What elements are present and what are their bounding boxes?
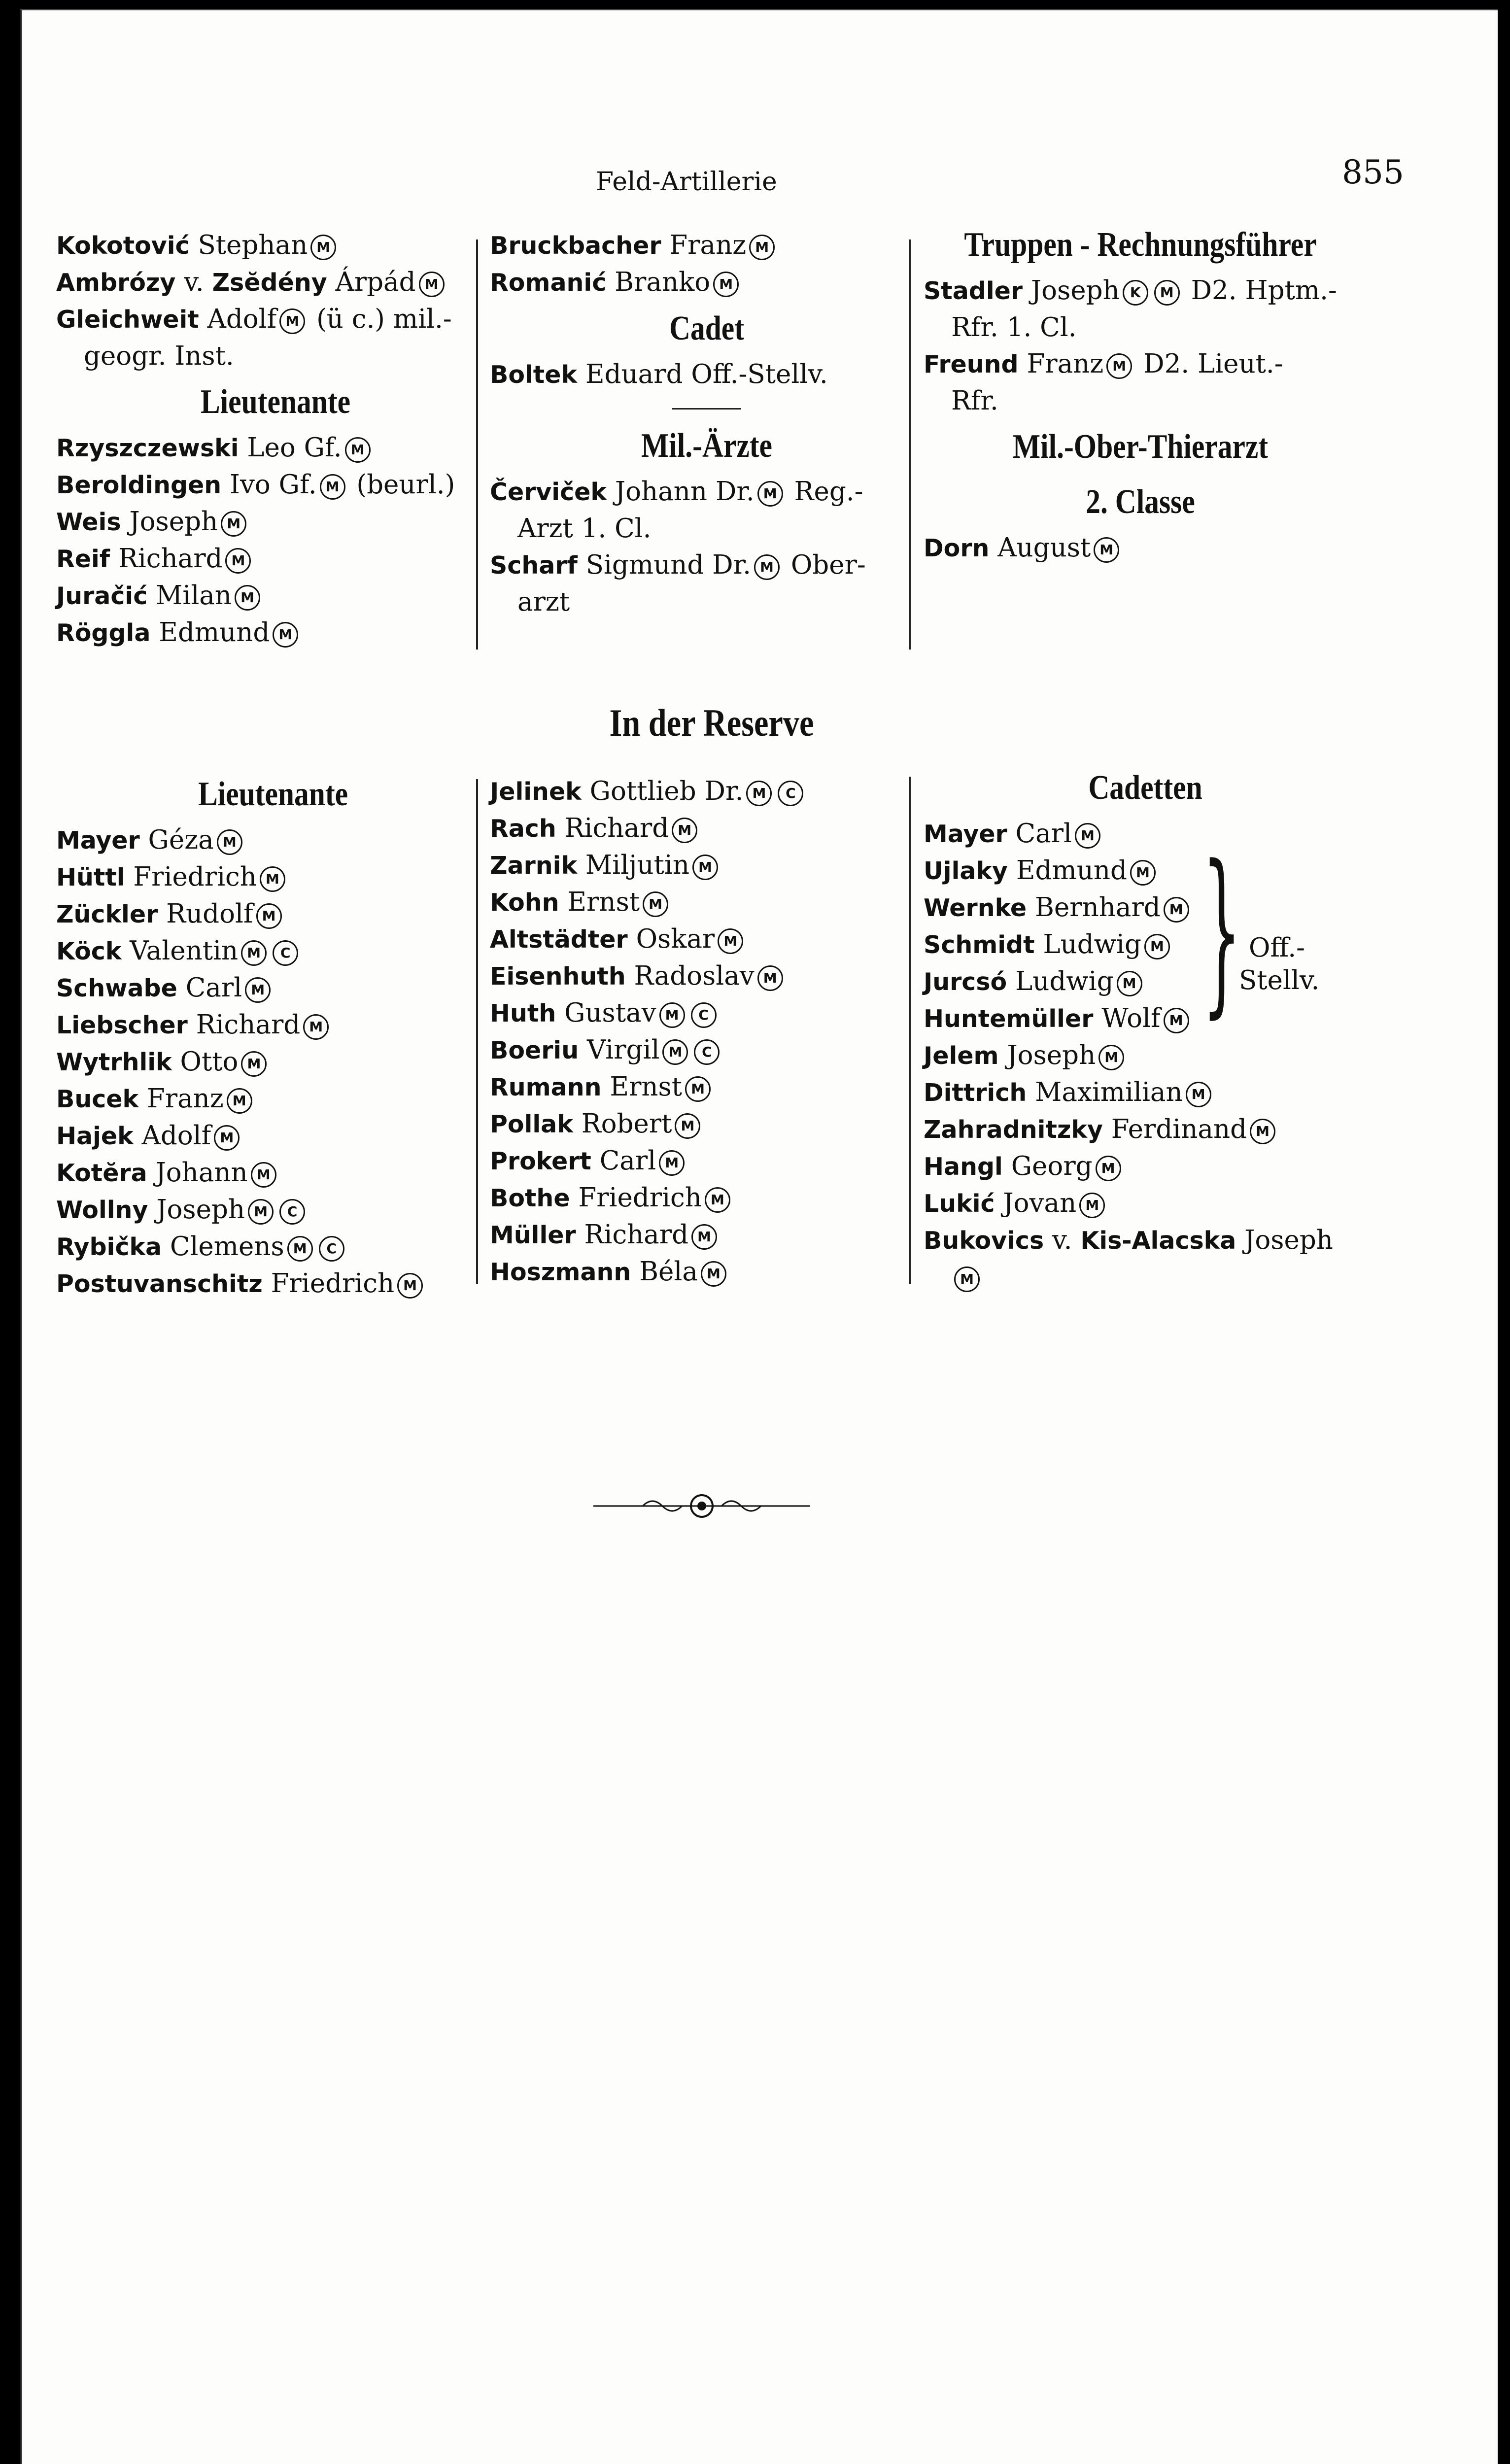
curly-brace: } <box>1202 827 1242 1034</box>
list-item <box>56 1007 490 1044</box>
decoration-mark-icon: M <box>287 1236 313 1262</box>
given-name: August <box>997 533 1091 563</box>
surname: Červiček <box>490 478 607 506</box>
brace-label <box>1239 932 1319 997</box>
given-name: Eduard Off.-Stellv. <box>585 359 828 389</box>
reserve-column-3 <box>924 760 1367 1296</box>
given-name: Ernst <box>610 1072 683 1102</box>
given-name: Jovan <box>1003 1188 1077 1218</box>
given-name: Bernhard <box>1034 892 1161 923</box>
list-item <box>490 1106 924 1143</box>
surname: Schmidt <box>924 931 1035 959</box>
decoration-mark-icon: M <box>273 622 298 648</box>
surname: Romanić <box>490 269 607 297</box>
surname: Rybička <box>56 1233 162 1261</box>
decoration-mark-icon: M <box>251 1162 276 1188</box>
given-name: Ivo Gf. <box>230 470 317 500</box>
given-name: Richard <box>564 813 669 843</box>
annotation: Ober- <box>790 550 866 580</box>
decoration-mark-icon: M <box>659 1002 685 1028</box>
surname: Rzyszczewski <box>56 434 239 462</box>
list-item <box>56 504 495 541</box>
list-item <box>924 1074 1367 1111</box>
given-name: Carl <box>185 973 242 1003</box>
list-item <box>56 859 490 896</box>
annotation: D2. Lieut.- <box>1143 349 1283 379</box>
section-heading: Cadet <box>669 309 745 347</box>
given-name: Clemens <box>170 1232 284 1262</box>
surname: Jurcsó <box>924 968 1007 996</box>
decoration-mark-icon: M <box>1164 897 1189 923</box>
surname: Mayer <box>56 826 140 855</box>
given-name: Friedrich <box>271 1268 395 1299</box>
decoration-mark-icon: M <box>345 437 371 463</box>
surname: Eisenhuth <box>490 962 626 991</box>
list-item <box>924 853 1367 890</box>
decoration-mark-icon: K <box>1123 280 1148 306</box>
decoration-mark-icon: M <box>248 1199 274 1225</box>
given-name: Edmund <box>159 617 270 648</box>
annotation: Reg.- <box>794 477 863 507</box>
decoration-mark-icon: M <box>1144 934 1170 959</box>
decoration-mark-icon: M <box>1106 353 1132 379</box>
section-heading: Mil.-Ober-Thierarzt <box>1012 428 1269 466</box>
list-item <box>56 1229 490 1266</box>
section-rule <box>672 408 741 410</box>
list-item <box>924 309 1357 346</box>
given-name: Richard <box>118 544 223 574</box>
list-item <box>924 346 1357 383</box>
given-name: v. <box>184 267 204 297</box>
given-name: Richard <box>196 1010 301 1040</box>
decoration-mark-icon: M <box>662 1039 688 1065</box>
list-item <box>56 1044 490 1081</box>
surname: Liebscher <box>56 1011 188 1039</box>
given-name: Virgil <box>586 1035 660 1065</box>
continuation-text: Rfr. <box>951 386 998 416</box>
decoration-mark-icon: M <box>245 977 271 1003</box>
section-heading: Lieutenante <box>198 775 348 813</box>
decoration-mark-icon: M <box>1094 537 1119 563</box>
surname: Hüttl <box>56 863 125 891</box>
list-item <box>924 273 1357 309</box>
list-item <box>56 933 490 970</box>
surname: Rach <box>490 815 556 843</box>
list-item <box>56 541 495 578</box>
surname: Stadler <box>924 277 1023 305</box>
given-name: Friedrich <box>133 862 257 892</box>
reserve-column-2 <box>490 773 924 1291</box>
decoration-mark-icon: M <box>221 511 246 537</box>
surname: Wollny <box>56 1196 148 1224</box>
list-item <box>490 1180 924 1217</box>
given-name: Carl <box>1015 819 1072 849</box>
surname: Scharf <box>490 551 578 580</box>
given-name: Gottlieb Dr. <box>589 776 744 806</box>
surname: Müller <box>490 1221 576 1249</box>
decoration-mark-icon: M <box>659 1150 685 1176</box>
given-name: Stephan <box>198 230 308 260</box>
given-name: Adolf <box>207 304 277 334</box>
given-name: Franz <box>146 1084 224 1114</box>
list-item <box>924 816 1367 853</box>
decoration-mark-icon: M <box>954 1266 980 1292</box>
surname: Kotĕra <box>56 1159 147 1187</box>
surname: Dorn <box>924 534 990 562</box>
surname: Juračić <box>56 582 148 610</box>
surname: Köck <box>56 937 122 965</box>
given-name: Wolf <box>1101 1003 1161 1033</box>
surname: Zahradnitzky <box>924 1116 1103 1144</box>
surname: Ujlaky <box>924 857 1008 885</box>
decoration-mark-icon: M <box>691 1224 717 1250</box>
list-item <box>490 847 924 884</box>
decoration-mark-icon: M <box>675 1113 700 1139</box>
surname: Wytrhlik <box>56 1048 172 1076</box>
reserve-column-1 <box>56 767 490 1302</box>
brace-label-line-1: Off.- <box>1249 933 1305 963</box>
given-name: Gustav <box>564 998 656 1028</box>
brace-label-line-2: Stellv. <box>1239 965 1320 995</box>
surname: Bothe <box>490 1184 570 1212</box>
list-item <box>56 896 490 933</box>
list-item <box>924 383 1357 419</box>
decoration-mark-icon: C <box>273 940 298 966</box>
surname: Huntemüller <box>924 1005 1094 1033</box>
given-name: Oskar <box>636 924 715 954</box>
given-name: Joseph <box>1007 1040 1096 1070</box>
list-item <box>490 995 924 1032</box>
given-name: Otto <box>180 1047 239 1077</box>
section-heading: Truppen - Rechnungsführer <box>964 226 1317 264</box>
surname: Jelinek <box>490 778 582 806</box>
list-item <box>490 584 924 620</box>
list-item <box>56 822 490 859</box>
surname: Kohn <box>490 889 559 917</box>
decoration-mark-icon: M <box>643 891 668 917</box>
annotation: (beurl.) <box>356 470 455 500</box>
list-item <box>56 430 495 467</box>
page <box>20 9 1498 2464</box>
given-name-part: Joseph <box>1244 1225 1333 1255</box>
decoration-mark-icon: M <box>1117 971 1142 996</box>
decoration-mark-icon: M <box>1130 860 1156 886</box>
given-name: Richard <box>584 1220 689 1250</box>
surname: Lukić <box>924 1190 995 1218</box>
list-item <box>490 1254 924 1291</box>
decoration-mark-icon: M <box>227 1088 252 1114</box>
decoration-mark-icon: M <box>672 818 697 843</box>
given-name: Ernst <box>567 887 640 917</box>
list-item <box>924 1000 1367 1037</box>
decoration-mark-icon: M <box>705 1187 730 1213</box>
surname: Bruckbacher <box>490 232 661 260</box>
given-name: Leo Gf. <box>247 433 342 463</box>
surname: Beroldingen <box>56 471 222 499</box>
decoration-mark-icon: M <box>217 829 242 855</box>
surname: Hoszmann <box>490 1258 631 1286</box>
given-name: Joseph <box>129 507 218 537</box>
surname: Zarnik <box>490 852 578 880</box>
surname: Freund <box>924 350 1019 378</box>
surname: Dittrich <box>924 1079 1027 1107</box>
decoration-mark-icon: C <box>694 1039 720 1065</box>
decoration-mark-icon: M <box>214 1125 240 1151</box>
top-column-2 <box>490 227 924 620</box>
decoration-mark-icon: M <box>260 866 285 892</box>
reserve-title: In der Reserve <box>609 701 814 744</box>
decoration-mark-icon: M <box>718 928 743 954</box>
surname: Gleichweit <box>56 306 199 334</box>
decoration-mark-icon: M <box>1186 1082 1211 1107</box>
section-heading: Mil.-Ärzte <box>641 427 772 465</box>
continuation-text: Arzt 1. Cl. <box>517 513 652 544</box>
decoration-mark-icon: M <box>746 781 772 806</box>
decoration-mark-icon: M <box>1075 823 1100 849</box>
column-rule <box>909 777 911 1284</box>
section-heading: 2. Classe <box>1086 483 1195 521</box>
given-name: Franz <box>669 230 747 260</box>
decoration-mark-icon: C <box>279 1199 305 1225</box>
decoration-mark-icon: M <box>320 474 345 500</box>
given-name: Carl <box>599 1146 656 1176</box>
list-item <box>490 810 924 847</box>
list-item <box>924 1222 1367 1259</box>
given-name: Valentin <box>130 936 239 966</box>
decoration-mark-icon: M <box>1164 1008 1189 1033</box>
decoration-mark-icon: M <box>1250 1119 1275 1144</box>
ornament-divider-icon <box>593 1489 810 1523</box>
running-header: Feld-Artillerie <box>596 167 777 197</box>
top-column-3 <box>924 217 1357 567</box>
decoration-mark-icon: M <box>235 585 260 611</box>
list-item <box>490 227 924 264</box>
surname: Hangl <box>924 1153 1003 1181</box>
surname: Mayer <box>924 820 1007 848</box>
given-name-part: Árpád <box>335 267 416 297</box>
list-item <box>490 511 924 547</box>
decoration-mark-icon: M <box>279 308 305 334</box>
decoration-mark-icon: M <box>397 1273 423 1299</box>
list-item <box>56 970 490 1007</box>
given-name: Ferdinand <box>1111 1114 1247 1144</box>
page-number: 855 <box>1342 153 1404 191</box>
list-item <box>490 1069 924 1106</box>
list-item <box>56 1081 490 1118</box>
given-name: Edmund <box>1016 856 1127 886</box>
surname: Wernke <box>924 894 1027 922</box>
list-item <box>56 1118 490 1155</box>
section-heading: Cadetten <box>1088 769 1202 807</box>
surname: Altstädter <box>490 925 628 954</box>
surname: Boltek <box>490 361 578 389</box>
given-name: Ludwig <box>1015 966 1114 996</box>
decoration-mark-icon: M <box>1079 1193 1105 1218</box>
surname-part: Zsĕdény <box>212 269 327 297</box>
list-item <box>490 264 924 301</box>
list-item <box>56 227 495 264</box>
annotation: D2. Hptm.- <box>1191 275 1337 306</box>
continuation-text: Rfr. 1. Cl. <box>951 312 1077 342</box>
continuation-text: geogr. Inst. <box>84 341 234 371</box>
list-item <box>924 1037 1367 1074</box>
given-name: Georg <box>1011 1151 1093 1181</box>
list-item <box>490 356 924 393</box>
decoration-mark-icon: C <box>691 1002 717 1028</box>
surname: Boeriu <box>490 1036 579 1064</box>
list-item <box>490 1032 924 1069</box>
given-name: Joseph <box>156 1195 245 1225</box>
surname: Rumann <box>490 1073 602 1101</box>
decoration-mark-icon: M <box>419 272 445 297</box>
given-name: Milan <box>156 581 232 611</box>
given-name: Adolf <box>141 1121 211 1151</box>
list-item <box>490 921 924 958</box>
decoration-mark-icon: M <box>256 903 282 929</box>
given-name: v. <box>1052 1225 1072 1255</box>
given-name: Maximilian <box>1035 1077 1183 1107</box>
surname: Huth <box>490 999 556 1027</box>
list-item <box>56 264 495 301</box>
list-item <box>490 884 924 921</box>
list-item <box>490 1217 924 1254</box>
decoration-mark-icon: M <box>692 855 718 880</box>
list-item <box>56 1155 490 1192</box>
continuation-text: arzt <box>517 587 570 617</box>
list-item <box>490 958 924 995</box>
decoration-mark-icon: M <box>303 1014 329 1040</box>
section-heading: Lieutenante <box>200 383 351 421</box>
decoration-mark-icon: M <box>310 235 336 260</box>
surname: Zückler <box>56 900 158 928</box>
surname: Bukovics <box>924 1227 1044 1255</box>
surname-part: Kis-Alacska <box>1080 1227 1236 1255</box>
column-rule <box>909 240 911 650</box>
annotation: (ü c.) mil.- <box>316 304 452 334</box>
decoration-mark-icon: M <box>1096 1156 1121 1181</box>
given-name: Branko <box>615 267 711 297</box>
given-name: Joseph <box>1030 275 1120 306</box>
list-item <box>56 578 495 615</box>
decoration-mark-icon: M <box>754 554 780 580</box>
list-item <box>924 530 1357 567</box>
surname: Weis <box>56 508 121 536</box>
decoration-mark-icon: M <box>241 1051 267 1077</box>
list-item <box>56 301 495 338</box>
given-name: Franz <box>1027 349 1104 379</box>
given-name: Johann Dr. <box>615 477 755 507</box>
surname: Prokert <box>490 1147 591 1175</box>
decoration-mark-icon: C <box>778 781 803 806</box>
given-name: Robert <box>581 1109 672 1139</box>
decoration-mark-icon: M <box>1098 1045 1124 1070</box>
given-name: Rudolf <box>166 899 253 929</box>
given-name: Johann <box>155 1158 248 1188</box>
given-name: Friedrich <box>578 1183 702 1213</box>
list-item <box>924 1148 1367 1185</box>
decoration-mark-icon: C <box>319 1236 344 1262</box>
list-item <box>490 474 924 511</box>
decoration-mark-icon: M <box>225 548 251 574</box>
list-item <box>924 1185 1367 1222</box>
decoration-mark-icon: M <box>685 1076 711 1102</box>
surname: Kokotović <box>56 232 190 260</box>
surname: Bucek <box>56 1085 139 1113</box>
given-name: Géza <box>148 825 214 855</box>
decoration-mark-icon: M <box>241 940 267 966</box>
decoration-mark-icon: M <box>701 1261 726 1287</box>
given-name: Ludwig <box>1043 929 1141 959</box>
list-item <box>490 773 924 810</box>
list-item <box>924 1259 1367 1296</box>
surname: Postuvanschitz <box>56 1270 263 1298</box>
list-item <box>56 467 495 504</box>
decoration-mark-icon: M <box>1154 280 1180 306</box>
given-name: Béla <box>639 1257 698 1287</box>
given-name: Sigmund Dr. <box>585 550 751 580</box>
given-name: Radoslav <box>634 961 755 991</box>
decoration-mark-icon: M <box>749 235 775 260</box>
column-rule <box>476 240 478 650</box>
given-name: Miljutin <box>585 850 690 880</box>
list-item <box>56 1266 490 1302</box>
list-item <box>56 338 495 375</box>
surname: Jelem <box>924 1042 999 1070</box>
surname: Röggla <box>56 619 151 647</box>
list-item <box>490 547 924 584</box>
decoration-mark-icon: M <box>757 965 783 991</box>
list-item <box>56 615 495 651</box>
surname: Reif <box>56 545 110 573</box>
decoration-mark-icon: M <box>713 272 739 297</box>
list-item <box>924 1111 1367 1148</box>
surname: Pollak <box>490 1110 573 1138</box>
surname: Ambrózy <box>56 269 176 297</box>
list-item <box>490 1143 924 1180</box>
list-item <box>924 890 1367 926</box>
column-rule <box>476 779 478 1284</box>
decoration-mark-icon: M <box>757 481 783 507</box>
surname: Hajek <box>56 1122 134 1150</box>
surname: Schwabe <box>56 974 177 1002</box>
list-item <box>56 1192 490 1229</box>
top-column-1 <box>56 227 495 651</box>
